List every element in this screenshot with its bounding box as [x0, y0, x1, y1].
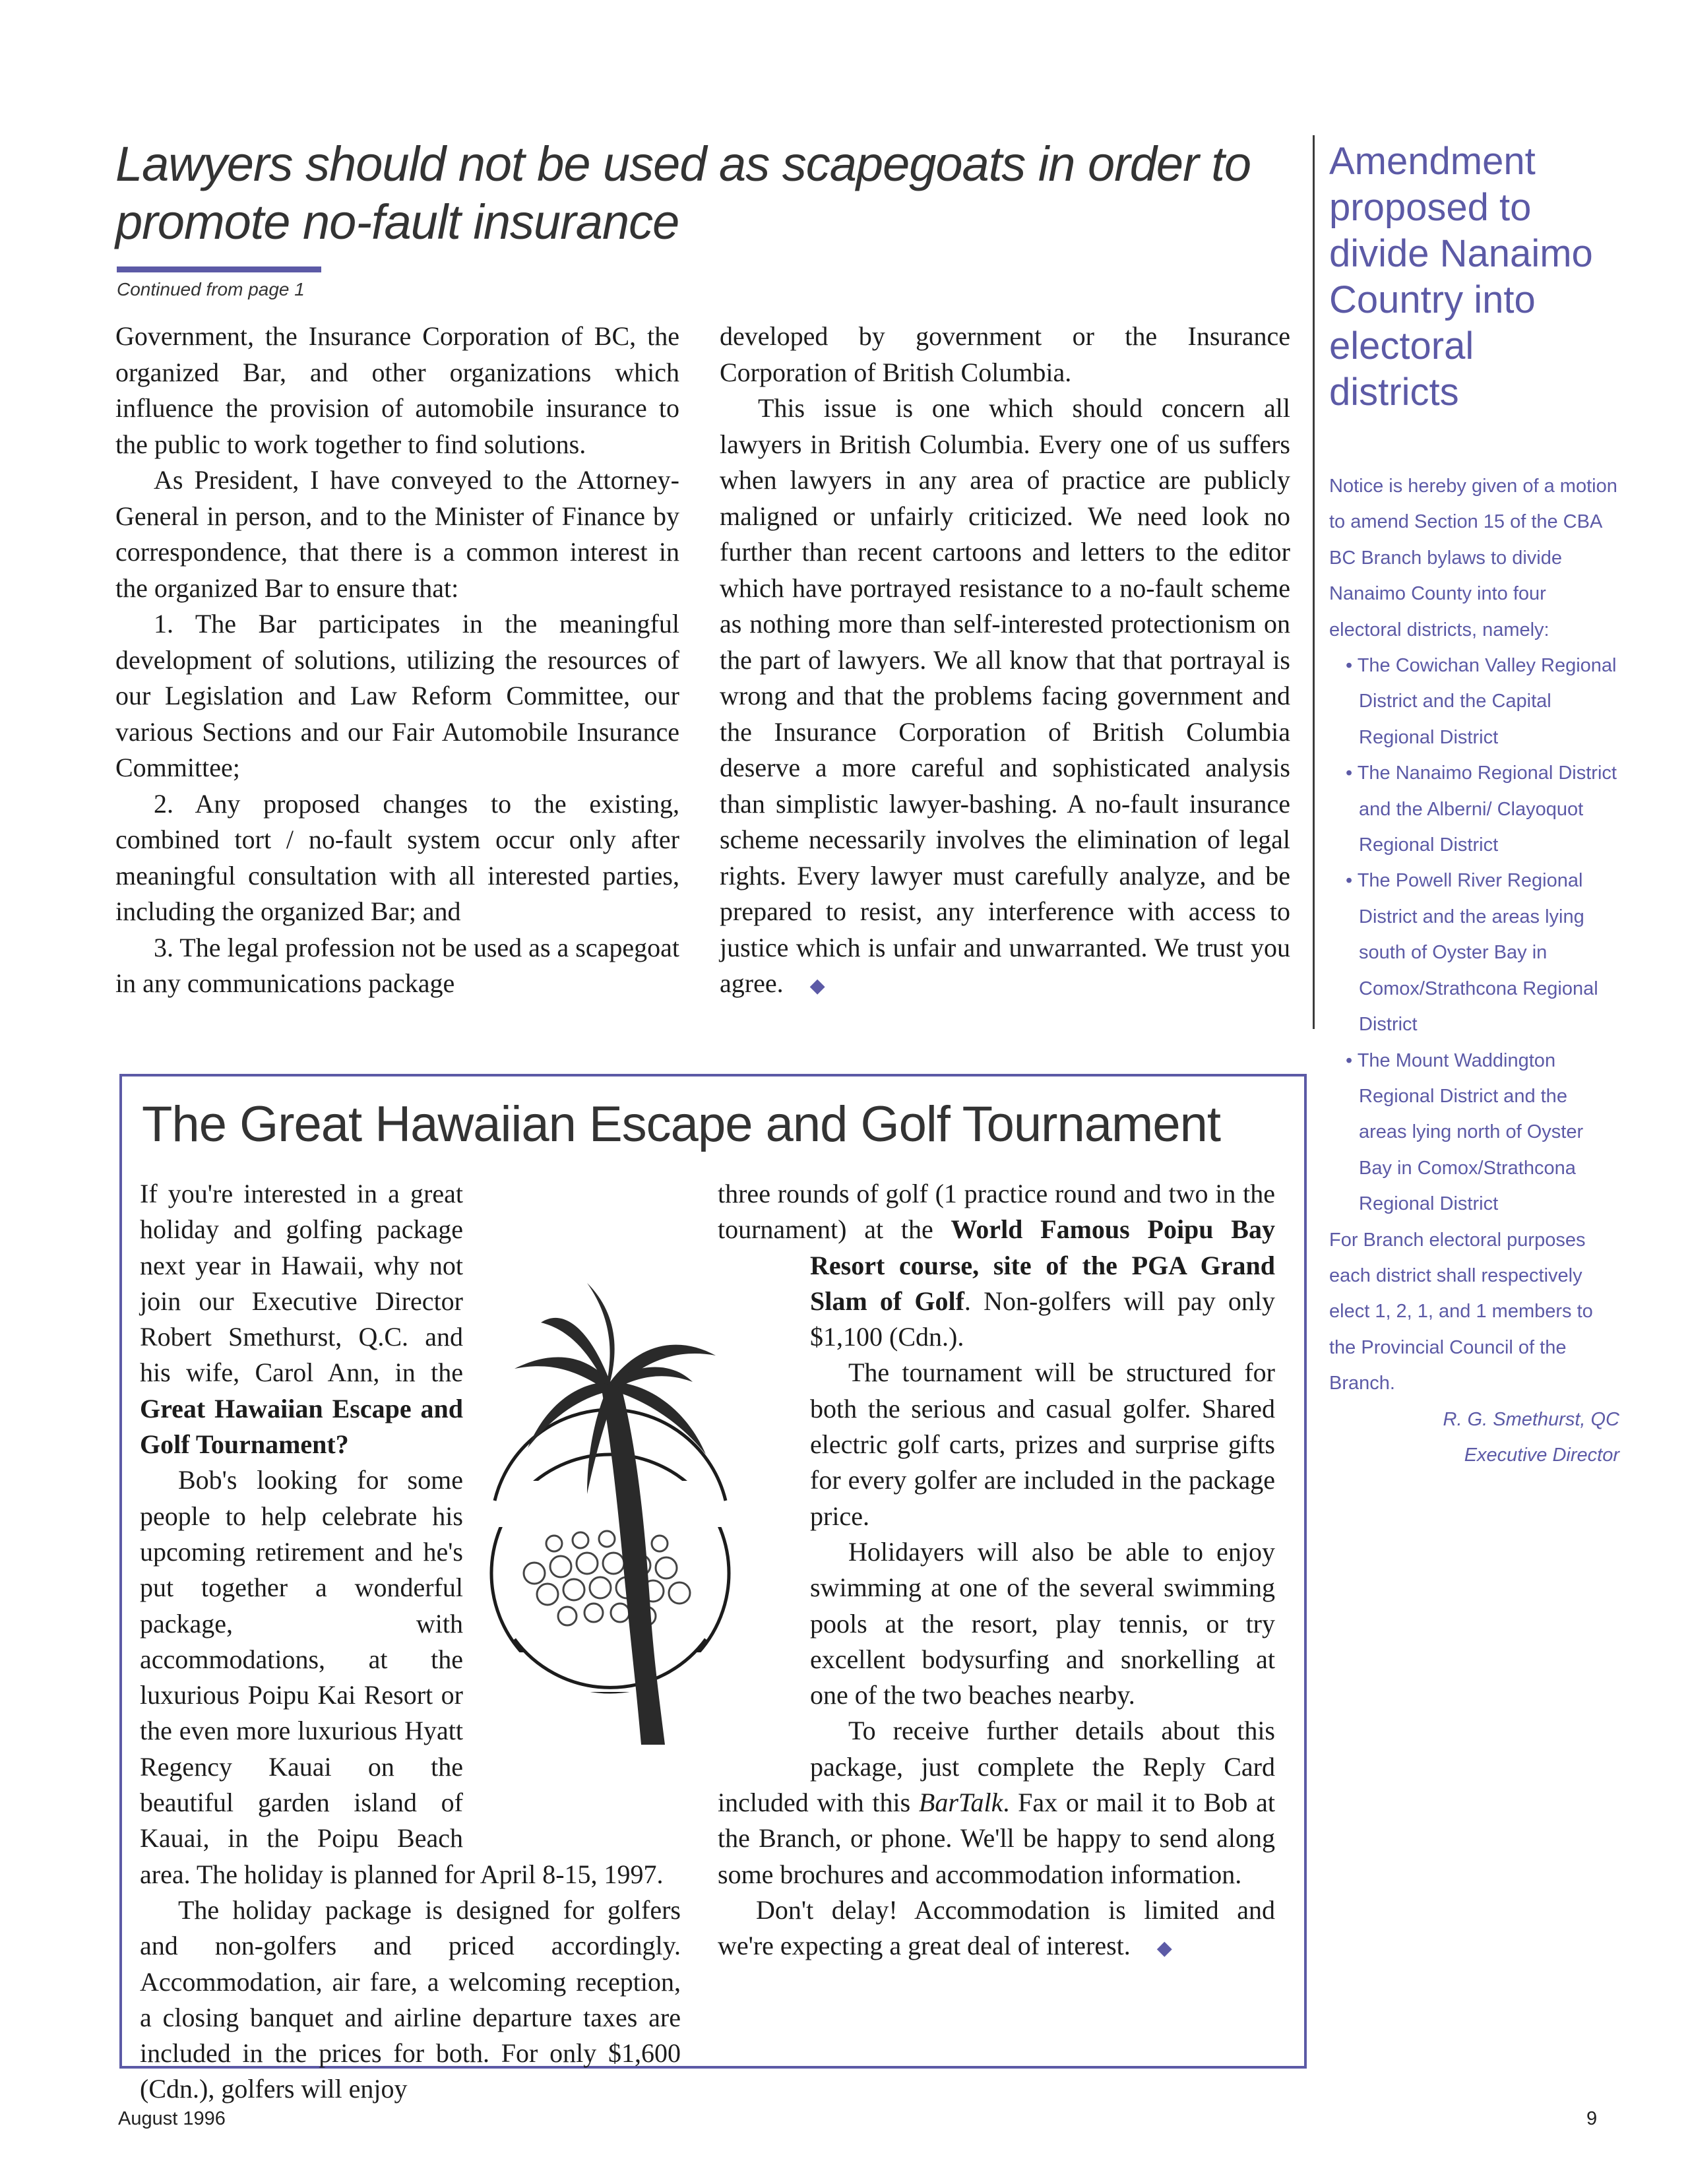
palm-tree-golf-ball-icon — [488, 1283, 732, 1758]
sidebar-list-item: • The Nanaimo Regional District and the Alberni/ Clayoquot Regional District — [1346, 763, 1617, 856]
article-headline: Lawyers should not be used as scapegoats in order to promote no-fault insurance — [115, 137, 1251, 249]
sidebar-list-item: • The Mount Waddington Regional District and the areas lying north of Oyster Bay in Comox/Strathcona Regional District — [1346, 1049, 1584, 1215]
sidebar-intro: Notice is hereby given of a motion to amend Section 15 of the CBA BC Branch bylaws to divide Nanaimo County into four electoral districts, namely: — [1329, 476, 1617, 640]
wrap-spacer — [463, 1176, 681, 1265]
headline-underline — [117, 266, 321, 272]
sidebar-list-text: The Cowichan Valley Regional District and the Capital Regional District — [1357, 655, 1617, 748]
sidebar-closing: For Branch electoral purposes each district shall respectively elect 1, 2, 1, and 1 members to the Provincial Council of the Branch. — [1329, 1229, 1593, 1394]
feature-bold-text: World Famous Poipu Bay Resort course, site of the PGA Grand Slam of Golf — [810, 1214, 1275, 1316]
article-list-item-1: 1. The Bar participates in the meaningful development of solutions, utilizing the resources of our Legislation and Law Reform Committee, our various Sections and our Fair Automobile Insurance Committee; — [115, 609, 679, 782]
feature-bold-text: Great Hawaiian Escape and Golf Tournament? — [140, 1393, 463, 1460]
article-paragraph: As President, I have conveyed to the Attorney-General in person, and to the Minister of Finance by correspondence, that there is a common interest in the organized Bar to ensure that: — [115, 465, 679, 603]
feature-paragraph: Holidayers will also be able to enjoy swimming at one of the several swimming pools at the resort, play tennis, or try excellent bodysurfing and snorkelling at one of the two beaches nearby. — [810, 1536, 1275, 1710]
signature-title: Executive Director — [1464, 1444, 1619, 1466]
article-paragraph: developed by government or the Insurance Corporation of British Columbia. — [720, 321, 1290, 387]
feature-text: To receive further details about this package, just complete the Reply Card included with this — [718, 1716, 1275, 1818]
article-paragraph-last — [720, 390, 1290, 1005]
article-closing-text: This issue is one which should concern all lawyers in British Columbia. Every one of us suffers when lawyers in any area of practice are publicly maligned or unfairly criticized. We need look no further than recent cartoons and letters to the editor which have portrayed resistance to a no-fault scheme as nothing more than self-interested protectionism on the part of lawyers. We all know that that portrayal is wrong and that the problems facing government and the Insurance Corporation of British Columbia deserve a more careful and sophisticated analysis than simplistic lawyer-bashing. A no-fault insurance scheme necessarily involves the elimination of legal rights. Every lawyer must carefully analyze, and be prepared to resist, any interference with access to justice which is unfair and unwarranted. We trust you agree. — [720, 393, 1290, 998]
column-divider — [1313, 135, 1315, 1029]
feature-title: The Great Hawaiian Escape and Golf Tournament — [142, 1096, 1220, 1152]
feature-text: three rounds of golf (1 practice round and two in the tournament) at the — [718, 1179, 1275, 1245]
page-number: 9 — [1586, 2108, 1598, 2129]
article-paragraph: Government, the Insurance Corporation of BC, the organized Bar, and other organizations which influence the provision of automobile insurance to the public to work together to find solutions. — [115, 321, 679, 459]
feature-text: . Non-golfers will pay only $1,100 (Cdn.). — [810, 1286, 1275, 1352]
footer-date: August 1996 — [118, 2108, 226, 2129]
article-list-item-3: 3. The legal profession not be used as a scapegoat in any communications package — [115, 932, 679, 998]
sidebar-list-text: The Nanaimo Regional District and the Alberni/ Clayoquot Regional District — [1357, 763, 1617, 856]
feature-italic-text: BarTalk — [918, 1788, 1003, 1818]
continued-note: Continued from page 1 — [117, 279, 305, 299]
sidebar-list-text: The Powell River Regional District and the areas lying south of Oyster Bay in Comox/Strathcona Regional District — [1357, 870, 1598, 1036]
sidebar-list-item: • The Powell River Regional District and the areas lying south of Oyster Bay in Comox/Strathcona Regional District — [1346, 870, 1598, 1036]
feature-paragraph: The tournament will be structured for both the serious and casual golfer. Shared electric golf carts, prizes and surprise gifts for every golfer are included in the package price. — [810, 1357, 1275, 1531]
article-list-item-2: 2. Any proposed changes to the existing, combined tort / no-fault system occur only after meaningful consultation with all interested parties, including the organized Bar; and — [115, 788, 679, 926]
feature-text: If you're interested in a great holiday and golfing package next year in Hawaii, why not join our Executive Director Robert Smethurst, Q.C. and his wife, Carol Ann, in the — [140, 1179, 463, 1388]
feature-text: Don't delay! Accommodation is limited and we're expecting a great deal of interest. — [718, 1894, 1275, 1961]
feature-paragraph: The holiday package is designed for golfers and non-golfers and priced accordingly. Accommodation, air fare, a welcoming reception, a closing banquet and airline departure taxes are included in the prices for both. For only $1,600 (Cdn.), golfers will enjoy — [140, 1894, 681, 2104]
feature-text: . Fax or mail it to Bob at the Branch, or phone. We'll be happy to send along some brochures and accommodation information. — [718, 1788, 1275, 1889]
sidebar-list-text: The Mount Waddington Regional District and the areas lying north of Oyster Bay in Comox/Strathcona Regional District — [1357, 1049, 1584, 1215]
sidebar-list-item: • The Cowichan Valley Regional District and the Capital Regional District — [1346, 655, 1617, 748]
feature-column-2 — [718, 1176, 1275, 1967]
sidebar-body — [1329, 468, 1619, 1473]
article-column-1 — [115, 319, 679, 1002]
feature-paragraph-last — [718, 1892, 1275, 1967]
signature-name: R. G. Smethurst, QC — [1443, 1408, 1619, 1430]
golf-ball-icon — [491, 1410, 729, 1692]
end-diamond-icon: ◆ — [809, 975, 825, 997]
end-diamond-icon: ◆ — [1156, 1937, 1172, 1960]
feature-paragraph: Bob's looking for some people to help celebrate his upcoming retirement and he's put together a wonderful package, with accommodations, at the luxurious Poipu Kai Resort or the even more luxurious Hyatt Regency Kauai on the beautiful garden island of Kauai, in the Poipu Beach area. The holiday is planned for April 8-15, 1997. — [140, 1465, 664, 1889]
article-column-2 — [720, 319, 1290, 1005]
sidebar-title: Amendment proposed to divide Nanaimo Country into electoral districts — [1329, 140, 1593, 414]
